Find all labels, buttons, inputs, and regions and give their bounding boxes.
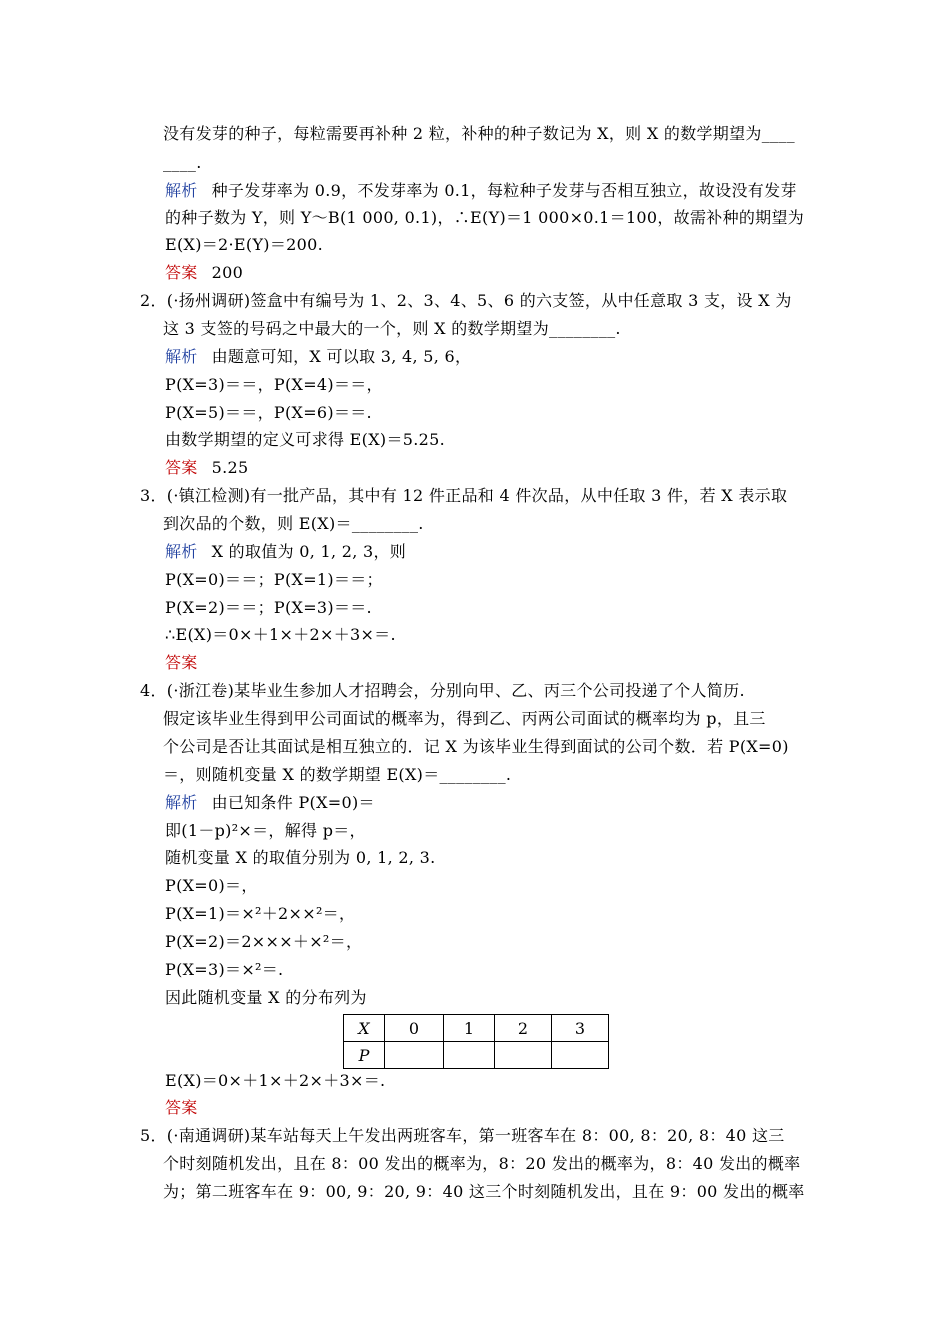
table-cell bbox=[444, 1042, 495, 1069]
answer-label: 答案 bbox=[165, 263, 198, 282]
table-cell bbox=[385, 1042, 444, 1069]
distribution-table bbox=[343, 1014, 609, 1069]
text-line: ∴E(X)＝0×＋1×＋2×＋3×＝. bbox=[165, 625, 396, 644]
problem-line: 3．(·镇江检测)有一批产品，其中有 12 件正品和 4 件次品，从中任取 3 件，若 X 表示取 bbox=[140, 486, 788, 505]
text-line: 个时刻随机发出，且在 8：00 发出的概率为，8：20 发出的概率为，8：40 发出的概率 bbox=[163, 1154, 801, 1173]
solution-text: 由已知条件 P(X=0)＝ bbox=[211, 793, 375, 812]
table-cell bbox=[552, 1042, 609, 1069]
table-row bbox=[344, 1042, 609, 1069]
solution-line bbox=[165, 792, 375, 814]
table-cell: 2 bbox=[495, 1015, 552, 1042]
answer-label: 答案 bbox=[165, 458, 198, 477]
solution-label: 解析 bbox=[165, 793, 198, 812]
text-line: 即(1－p)²×＝，解得 p＝， bbox=[165, 821, 366, 840]
answer-value: 200 bbox=[211, 263, 244, 282]
text-line: E(X)＝2·E(Y)＝200. bbox=[165, 235, 323, 254]
answer-label: 答案 bbox=[165, 653, 198, 672]
text-line: 假定该毕业生得到甲公司面试的概率为，得到乙、丙两公司面试的概率均为 p，且三 bbox=[163, 709, 766, 728]
answer-line bbox=[165, 457, 248, 479]
text-line: 这 3 支签的号码之中最大的一个，则 X 的数学期望为________. bbox=[163, 319, 621, 338]
solution-label: 解析 bbox=[165, 542, 198, 561]
solution-line bbox=[165, 541, 406, 563]
table-cell: X bbox=[344, 1015, 385, 1042]
solution-text: 由题意可知，X 可以取 3, 4, 5, 6， bbox=[211, 347, 472, 366]
text-line: P(X=2)＝＝；P(X=3)＝＝. bbox=[165, 598, 372, 617]
table-cell: 0 bbox=[385, 1015, 444, 1042]
text-line: ＝，则随机变量 X 的数学期望 E(X)＝________. bbox=[163, 765, 512, 784]
text-line: P(X=0)＝， bbox=[165, 876, 258, 895]
solution-label: 解析 bbox=[165, 347, 198, 366]
text-line: P(X=1)＝×²＋2××²＝， bbox=[165, 904, 356, 923]
solution-text: X 的取值为 0, 1, 2, 3，则 bbox=[211, 542, 407, 561]
solution-line bbox=[165, 346, 471, 368]
text-line: ____. bbox=[163, 153, 202, 172]
text-line: P(X=3)＝＝，P(X=4)＝＝， bbox=[165, 375, 383, 394]
solution-line bbox=[165, 180, 797, 202]
solution-label: 解析 bbox=[165, 181, 198, 200]
text-line: 没有发芽的种子，每粒需要再补种 2 粒，补种的种子数记为 X，则 X 的数学期望为____ bbox=[163, 124, 795, 143]
table-cell: P bbox=[344, 1042, 385, 1069]
table-cell bbox=[495, 1042, 552, 1069]
text-line: 个公司是否让其面试是相互独立的．记 X 为该毕业生得到面试的公司个数．若 P(X=0) bbox=[163, 737, 789, 756]
text-line: 到次品的个数，则 E(X)＝________. bbox=[163, 514, 424, 533]
problem-line: 4．(·浙江卷)某毕业生参加人才招聘会，分别向甲、乙、丙三个公司投递了个人简历. bbox=[140, 681, 745, 700]
answer-value: 5.25 bbox=[211, 458, 249, 477]
table-cell: 1 bbox=[444, 1015, 495, 1042]
text-line: P(X=2)＝2×××＋×²＝， bbox=[165, 932, 363, 951]
text-line: 随机变量 X 的取值分别为 0, 1, 2, 3. bbox=[165, 848, 436, 867]
answer-line bbox=[165, 262, 243, 284]
text-line: 由数学期望的定义可求得 E(X)＝5.25. bbox=[165, 430, 445, 449]
answer-label: 答案 bbox=[165, 1098, 198, 1117]
text-line: 因此随机变量 X 的分布列为 bbox=[165, 988, 367, 1007]
problem-line: 5．(·南通调研)某车站每天上午发出两班客车，第一班客车在 8：00, 8：20, 8：40 这三 bbox=[140, 1126, 785, 1145]
text-line: P(X=0)＝＝；P(X=1)＝＝； bbox=[165, 570, 383, 589]
text-line: 的种子数为 Y，则 Y～B(1 000, 0.1)，∴E(Y)＝1 000×0.1＝100，故需补种的期望为 bbox=[165, 208, 805, 227]
text-line: 为；第二班客车在 9：00, 9：20, 9：40 这三个时刻随机发出，且在 9：00 发出的概率 bbox=[163, 1182, 805, 1201]
text-line: P(X=5)＝＝，P(X=6)＝＝. bbox=[165, 403, 372, 422]
table-cell: 3 bbox=[552, 1015, 609, 1042]
table-row bbox=[344, 1015, 609, 1042]
problem-line: 2．(·扬州调研)签盒中有编号为 1、2、3、4、5、6 的六支签，从中任意取 3 支，设 X 为 bbox=[140, 291, 792, 310]
text-line: P(X=3)＝×²＝. bbox=[165, 960, 284, 979]
solution-text: 种子发芽率为 0.9，不发芽率为 0.1，每粒种子发芽与否相互独立，故设没有发芽 bbox=[211, 181, 797, 200]
text-line: E(X)＝0×＋1×＋2×＋3×＝. bbox=[165, 1071, 386, 1090]
